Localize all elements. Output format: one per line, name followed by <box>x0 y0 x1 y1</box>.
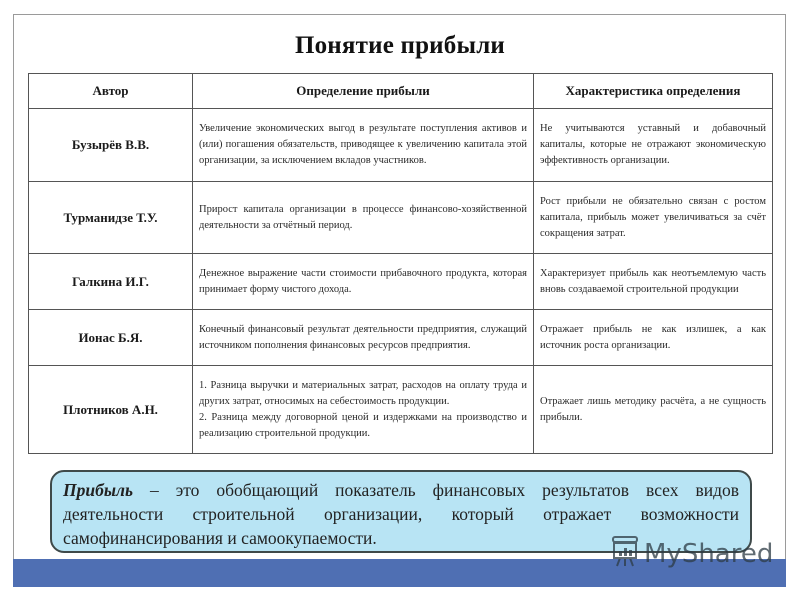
table-header-row <box>29 74 773 109</box>
definition-cell <box>193 366 534 454</box>
table-row <box>29 109 773 182</box>
watermark-label: MyShared <box>644 539 774 569</box>
header-characteristic: Характеристика определения <box>534 74 773 109</box>
watermark <box>610 534 773 574</box>
table-row <box>29 182 773 254</box>
definition-item-1: 1. Разница выручки и материальных затрат, расходов на оплату труда и других затрат, относимых на себестоимость продукции. <box>199 379 527 407</box>
table-row <box>29 366 773 454</box>
slide-title: Понятие прибыли <box>294 32 506 59</box>
characteristic-cell: Не учитываются уставный и добавочный капиталы, которые не отражают экономическую эффективность организации. <box>534 109 773 182</box>
table-row <box>29 254 773 310</box>
author-cell: Бузырёв В.В. <box>29 109 193 182</box>
callout-text: – это обобщающий показатель финансовых результатов всех видов деятельности строительной организации, который отражает возможности самофинансирования и самоокупаемости. <box>63 480 739 548</box>
callout-term: Прибыль <box>63 480 133 500</box>
author-cell: Ионас Б.Я. <box>29 310 193 366</box>
definition-cell: Денежное выражение части стоимости прибавочного продукта, которая принимает форму чистого дохода. <box>193 254 534 310</box>
header-definition: Определение прибыли <box>193 74 534 109</box>
characteristic-cell: Отражает лишь методику расчёта, а не сущность прибыли. <box>534 366 773 454</box>
characteristic-cell: Отражает прибыль не как излишек, а как источник роста организации. <box>534 310 773 366</box>
definition-cell: Конечный финансовый результат деятельности предприятия, служащий источником пополнения финансовых ресурсов предприятия. <box>193 310 534 366</box>
definition-item-2: 2. Разница между договорной ценой и издержками на производство и реализацию строительной продукции. <box>199 411 527 439</box>
characteristic-cell: Рост прибыли не обязательно связан с ростом капитала, прибыль может увеличиваться за счёт сокращения затрат. <box>534 182 773 254</box>
header-author: Автор <box>29 74 193 109</box>
presentation-board-icon <box>610 534 644 575</box>
author-cell: Плотников А.Н. <box>29 366 193 454</box>
author-cell: Турманидзе Т.У. <box>29 182 193 254</box>
characteristic-cell: Характеризует прибыль как неотъемлемую часть вновь создаваемой строительной продукции <box>534 254 773 310</box>
definition-cell: Увеличение экономических выгод в результате поступления активов и (или) погашения обязательств, приводящее к увеличению капитала этой организации, за исключением вкладов участников. <box>193 109 534 182</box>
profit-definitions-table <box>28 73 773 454</box>
definition-cell: Прирост капитала организации в процессе финансово-хозяйственной деятельности за отчётный период. <box>193 182 534 254</box>
author-cell: Галкина И.Г. <box>29 254 193 310</box>
table-row <box>29 310 773 366</box>
